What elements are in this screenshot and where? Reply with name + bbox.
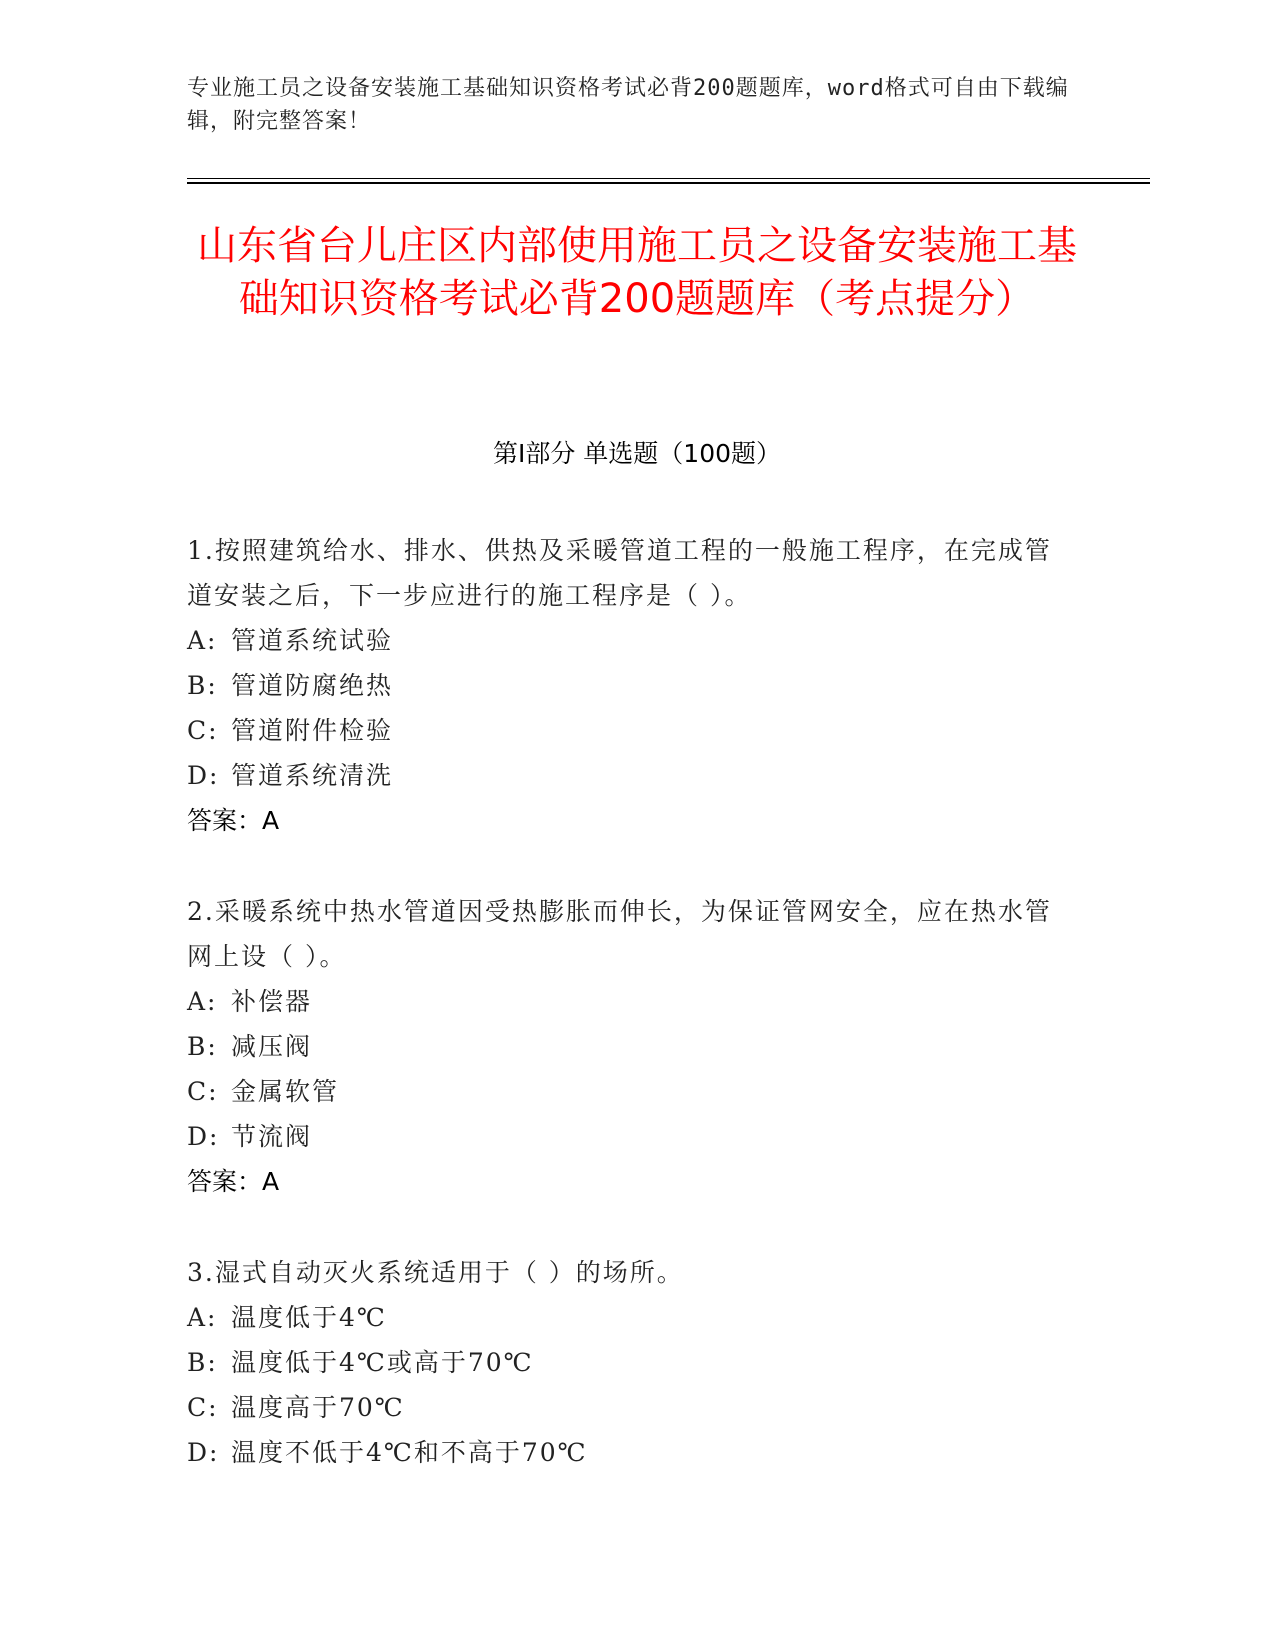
question-1 bbox=[187, 528, 1067, 843]
question-stem-text: 1.按照建筑给水、排水、供热及采暖管道工程的一般施工程序，在完成管道安装之后，下一步应进行的施工程序是（ ）。 bbox=[187, 536, 1052, 610]
option-text: 管道防腐绝热 bbox=[231, 671, 394, 700]
option-d bbox=[187, 1114, 1067, 1159]
option-key: A: bbox=[187, 626, 218, 655]
option-d bbox=[187, 753, 1067, 798]
option-c bbox=[187, 1069, 1067, 1114]
option-key: C: bbox=[187, 716, 219, 745]
option-key: B: bbox=[187, 1032, 218, 1061]
header-divider-thick bbox=[187, 182, 1150, 184]
option-key: B: bbox=[187, 1348, 218, 1377]
option-b bbox=[187, 1340, 1067, 1385]
option-text: 减压阀 bbox=[231, 1032, 313, 1061]
answer: 答案：A bbox=[187, 806, 280, 835]
section-heading: 第Ⅰ部分 单选题（100题） bbox=[492, 439, 782, 468]
option-text: 温度低于4℃ bbox=[231, 1303, 387, 1332]
option-a bbox=[187, 1295, 1067, 1340]
question-2 bbox=[187, 889, 1067, 1204]
question-stem bbox=[187, 1250, 1067, 1295]
option-text: 温度不低于4℃和不高于70℃ bbox=[231, 1438, 588, 1467]
option-key: A: bbox=[187, 987, 218, 1016]
question-stem-text: 2.采暖系统中热水管道因受热膨胀而伸长，为保证管网安全，应在热水管网上设（ ）。 bbox=[187, 897, 1052, 971]
option-c bbox=[187, 1385, 1067, 1430]
option-key: D: bbox=[187, 761, 220, 790]
option-a bbox=[187, 979, 1067, 1024]
header-note: 专业施工员之设备安装施工基础知识资格考试必背200题题库，word格式可自由下载编辑，附完整答案！ bbox=[187, 76, 1069, 134]
document-title: 山东省台儿庄区内部使用施工员之设备安装施工基础知识资格考试必背200题题库（考点提分） bbox=[197, 223, 1077, 322]
option-a bbox=[187, 618, 1067, 663]
option-key: B: bbox=[187, 671, 218, 700]
question-stem-text: 3.湿式自动灭火系统适用于（ ）的场所。 bbox=[187, 1258, 684, 1287]
question-stem bbox=[187, 889, 1067, 979]
option-b bbox=[187, 1024, 1067, 1069]
option-text: 节流阀 bbox=[231, 1122, 313, 1151]
question-stem bbox=[187, 528, 1067, 618]
option-c bbox=[187, 708, 1067, 753]
option-text: 补偿器 bbox=[231, 987, 313, 1016]
question-3 bbox=[187, 1250, 1067, 1475]
option-text: 温度低于4℃或高于70℃ bbox=[231, 1348, 534, 1377]
question-list bbox=[187, 528, 1067, 1521]
option-text: 金属软管 bbox=[231, 1077, 340, 1106]
answer: 答案：A bbox=[187, 1167, 280, 1196]
option-key: A: bbox=[187, 1303, 218, 1332]
option-text: 管道系统清洗 bbox=[231, 761, 394, 790]
option-text: 温度高于70℃ bbox=[231, 1393, 405, 1422]
header-divider-thin bbox=[187, 178, 1150, 179]
option-key: D: bbox=[187, 1438, 220, 1467]
option-text: 管道附件检验 bbox=[231, 716, 394, 745]
option-text: 管道系统试验 bbox=[231, 626, 394, 655]
option-d bbox=[187, 1430, 1067, 1475]
option-key: C: bbox=[187, 1077, 219, 1106]
option-b bbox=[187, 663, 1067, 708]
option-key: C: bbox=[187, 1393, 219, 1422]
option-key: D: bbox=[187, 1122, 220, 1151]
